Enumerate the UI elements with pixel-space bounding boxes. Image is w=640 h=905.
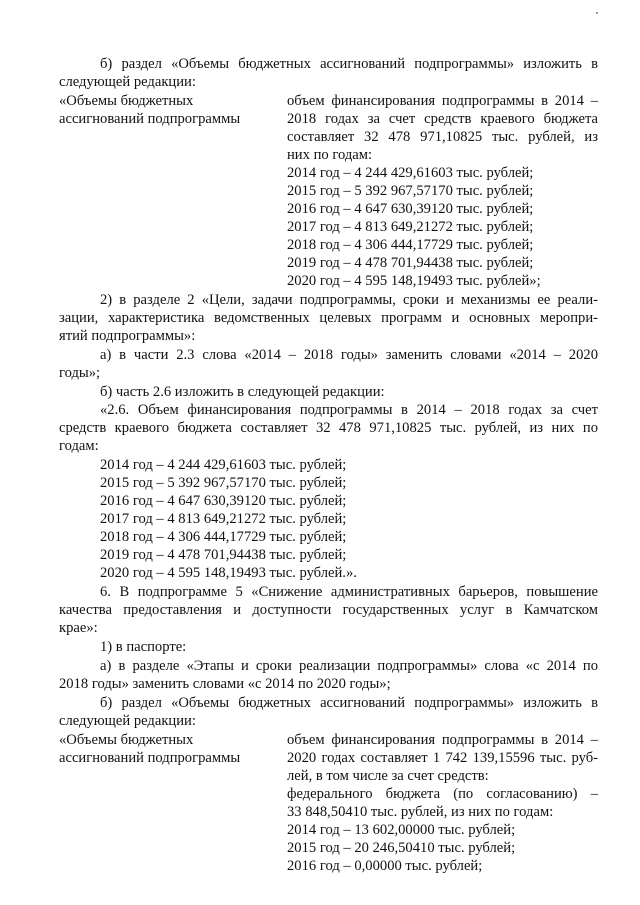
paragraph-line: 1) в паспорте: [100, 639, 187, 655]
year-line: 2019 год – 4 478 701,94438 тыс. рублей; [100, 547, 347, 563]
paragraph-line: ятий подпрограммы»: [59, 328, 196, 344]
year-line: 2016 год – 4 647 630,39120 тыс. рублей; [100, 493, 347, 509]
paragraph-line: следующей редакции: [59, 74, 196, 90]
paragraph-line: качества предоставления и доступности государственных услуг в Камчатском [59, 602, 598, 618]
paragraph-line: «2.6. Объем финансирования подпрограммы в 2014 – 2018 годах за счет [100, 402, 598, 418]
year-line: 2014 год – 13 602,00000 тыс. рублей; [287, 822, 516, 838]
table-left-label: «Объемы бюджетных [59, 732, 194, 748]
paragraph-line: б) раздел «Объемы бюджетных ассигнований подпрограммы» изложить в [100, 695, 598, 711]
table-right-text: составляет 32 478 971,10825 тыс. рублей, из [287, 129, 598, 145]
table-right-text: федерального бюджета (по согласованию) – [287, 786, 598, 802]
table-right-text: лей, в том числе за счет средств: [287, 768, 489, 784]
paragraph-line: б) раздел «Объемы бюджетных ассигнований подпрограммы» изложить в [100, 56, 598, 72]
table-left-label: ассигнований подпрограммы [59, 111, 241, 127]
table-right-text: объем финансирования подпрограммы в 2014 – [287, 93, 598, 109]
year-line: 2018 год – 4 306 444,17729 тыс. рублей; [100, 529, 347, 545]
year-line: 2018 год – 4 306 444,17729 тыс. рублей; [287, 237, 534, 253]
paragraph-line: а) в части 2.3 слова «2014 – 2018 годы» заменить словами «2014 – 2020 [100, 347, 598, 363]
paragraph-line: средств краевого бюджета составляет 32 478 971,10825 тыс. рублей, из них по [59, 420, 598, 436]
year-line: 2020 год – 4 595 148,19493 тыс. рублей.». [100, 565, 357, 581]
paragraph-line: 2018 годы» заменить словами «с 2014 по 2020 годы»; [59, 676, 391, 692]
year-line: 2017 год – 4 813 649,21272 тыс. рублей; [100, 511, 347, 527]
year-line: 2015 год – 5 392 967,57170 тыс. рублей; [287, 183, 534, 199]
paragraph-line: крае»: [59, 620, 98, 636]
year-line: 2020 год – 4 595 148,19493 тыс. рублей»; [287, 273, 541, 289]
table-right-text: 2018 годах за счет средств краевого бюджета [287, 111, 598, 127]
year-line: 2016 год – 0,00000 тыс. рублей; [287, 858, 483, 874]
year-line: 2015 год – 5 392 967,57170 тыс. рублей; [100, 475, 347, 491]
paragraph-line: а) в разделе «Этапы и сроки реализации подпрограммы» слова «с 2014 по [100, 658, 598, 674]
paragraph-line: следующей редакции: [59, 713, 196, 729]
year-line: 2017 год – 4 813 649,21272 тыс. рублей; [287, 219, 534, 235]
table-left-label: «Объемы бюджетных [59, 93, 194, 109]
year-line: 2015 год – 20 246,50410 тыс. рублей; [287, 840, 516, 856]
paragraph-line: б) часть 2.6 изложить в следующей редакции: [100, 384, 385, 400]
paragraph-line: годам: [59, 438, 99, 454]
year-line: 2014 год – 4 244 429,61603 тыс. рублей; [287, 165, 534, 181]
scan-speck [596, 12, 598, 14]
paragraph-line: 6. В подпрограмме 5 «Снижение административных барьеров, повышение [100, 584, 598, 600]
year-line: 2019 год – 4 478 701,94438 тыс. рублей; [287, 255, 534, 271]
table-left-label: ассигнований подпрограммы [59, 750, 241, 766]
paragraph-line: 2) в разделе 2 «Цели, задачи подпрограммы, сроки и механизмы ее реали- [100, 292, 598, 308]
table-right-text: 2020 годах составляет 1 742 139,15596 тыс. руб- [287, 750, 598, 766]
paragraph-line: зации, характеристика ведомственных целевых программ и основных меропри- [59, 310, 598, 326]
table-right-text: 33 848,50410 тыс. рублей, из них по годам: [287, 804, 554, 820]
table-right-text: них по годам: [287, 147, 373, 163]
paragraph-line: годы»; [59, 365, 101, 381]
year-line: 2016 год – 4 647 630,39120 тыс. рублей; [287, 201, 534, 217]
table-right-text: объем финансирования подпрограммы в 2014 – [287, 732, 598, 748]
year-line: 2014 год – 4 244 429,61603 тыс. рублей; [100, 457, 347, 473]
